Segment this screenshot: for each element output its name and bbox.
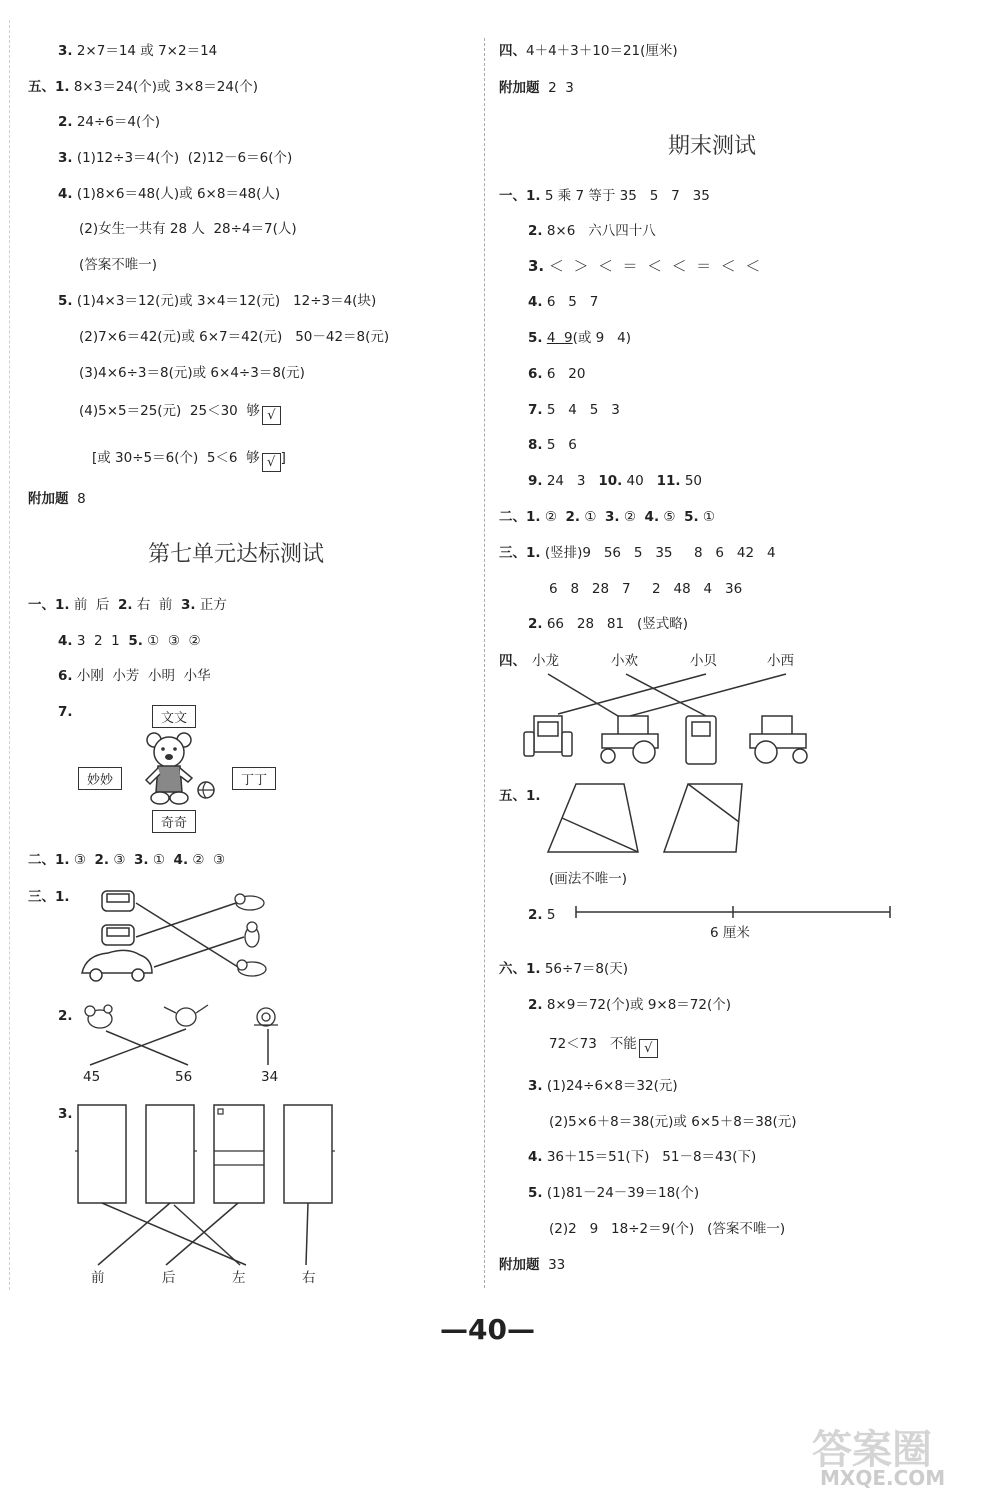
ruler-length-label: 6 厘米 — [710, 925, 750, 941]
answer-line: 2. 24÷6＝4(个) — [58, 114, 161, 130]
answer-line: 3. 2×7＝14 或 7×2＝14 — [58, 43, 218, 59]
bird-icon — [164, 1005, 208, 1026]
tractor-view-matching-diagram — [522, 672, 842, 772]
answer-line: 7. — [58, 704, 73, 720]
answer-line: (2)5×6＋8＝38(元)或 6×5＋8＝38(元) — [549, 1114, 797, 1130]
car-icon — [102, 891, 134, 911]
name-label: 小西 — [767, 653, 794, 669]
column-divider — [484, 38, 485, 1288]
cabinet-icon — [284, 1105, 332, 1203]
answer-line: 4. 6 5 7 — [528, 294, 599, 310]
number-label: 56 — [175, 1069, 193, 1085]
answer-line: (4)5×5＝25(元) 25＜30 够 √ — [79, 402, 281, 425]
check-box: √ — [262, 453, 281, 472]
answer-line: 2. 66 28 81 (竖式略) — [528, 616, 689, 632]
answer-line: 2. — [58, 1008, 73, 1024]
check-box: √ — [262, 406, 281, 425]
animal-number-matching-diagram — [78, 1003, 288, 1071]
cabinet-icon — [146, 1105, 194, 1203]
mouse-icon — [85, 1005, 112, 1028]
answer-line: 9. 24 3 10. 40 11. 50 — [528, 473, 703, 489]
answer-line: 3. — [58, 1106, 73, 1122]
answer-line: 72＜73 不能 √ — [549, 1035, 658, 1058]
answer-line: 5. (1)81－24－39＝18(个) — [528, 1185, 700, 1201]
watermark-url: MXQE.COM — [820, 1466, 946, 1490]
car-animal-matching-diagram — [80, 885, 280, 985]
answer-line: (3)4×6÷3＝8(元)或 6×4÷3＝8(元) — [79, 365, 305, 381]
answer-line: (画法不唯一) — [549, 871, 628, 887]
answer-line: 7. 5 4 5 3 — [528, 402, 620, 418]
answer-line: 三、1. (竖排)9 56 5 35 8 6 42 4 — [499, 545, 776, 561]
answer-line: 三、1. — [28, 889, 70, 905]
answer-line: 二、1. ③ 2. ③ 3. ① 4. ② ③ — [28, 852, 226, 868]
answer-line: 4. 36＋15＝51(下) 51－8＝43(下) — [528, 1149, 757, 1165]
answer-line: 3. (1)24÷6×8＝32(元) — [528, 1078, 678, 1094]
answer-line: 8. 5 6 — [528, 437, 577, 453]
cat-icon — [245, 922, 259, 947]
answer-line: 附加题 2 3 — [499, 80, 574, 96]
direction-label: 后 — [162, 1270, 176, 1286]
answer-line: 四、 — [499, 653, 526, 669]
cat-icon — [235, 894, 264, 910]
watermark: 答案圈 — [812, 1427, 932, 1473]
answer-line: 五、1. — [499, 788, 541, 804]
tractor-side-icon — [601, 716, 658, 763]
direction-label: 右 — [302, 1270, 316, 1286]
direction-label: 左 — [232, 1270, 246, 1286]
name-label: 小龙 — [532, 653, 559, 669]
cabinet-direction-diagram — [74, 1103, 344, 1273]
answer-line: 3. (1)12÷3＝4(个) (2)12－6＝6(个) — [58, 150, 293, 166]
answer-line: 附加题 8 — [28, 491, 86, 507]
trapezoid-division-diagram — [546, 782, 756, 854]
cat-icon — [237, 960, 266, 976]
line-segment-drawing — [574, 902, 894, 922]
direction-label: 前 — [91, 1270, 105, 1286]
answer-line: (答案不唯一) — [79, 257, 158, 273]
label-box-top: 文文 — [152, 705, 196, 728]
answer-line: 6. 小刚 小芳 小明 小华 — [58, 668, 211, 684]
number-label: 34 — [261, 1069, 279, 1085]
answer-line: 二、1. ② 2. ① 3. ② 4. ⑤ 5. ① — [499, 509, 715, 525]
section-title: 期末测试 — [668, 134, 757, 159]
answer-line: 一、1. 前 后 2. 右 前 3. 正方 — [28, 597, 227, 613]
answer-line: 六、1. 56÷7＝8(天) — [499, 961, 629, 977]
label-box-right: 丁丁 — [232, 767, 276, 790]
tractor-front-icon — [524, 716, 572, 756]
answer-line: 6. 6 20 — [528, 366, 586, 382]
answer-line: 2. 8×6 六八四十八 — [528, 223, 656, 239]
tractor-side-icon — [750, 716, 807, 763]
answer-line: 五、1. 8×3＝24(个)或 3×8＝24(个) — [28, 79, 259, 95]
answer-line: 5. 4 9(或 9 4) — [528, 330, 631, 346]
name-label: 小欢 — [611, 653, 638, 669]
answer-line: 2. 5 — [528, 907, 556, 923]
label-box-left: 妙妙 — [78, 767, 122, 790]
answer-line: 四、4＋4＋3＋10＝21(厘米) — [499, 43, 678, 59]
cabinet-icon — [214, 1105, 264, 1203]
answer-line: 2. 8×9＝72(个)或 9×8＝72(个) — [528, 997, 732, 1013]
answer-line: 一、1. 5 乘 7 等于 35 5 7 35 — [499, 188, 710, 204]
page-number: —40— — [440, 1313, 535, 1346]
left-margin-rule — [9, 20, 10, 1290]
answer-line: 4. (1)8×6＝48(人)或 6×8＝48(人) — [58, 186, 281, 202]
answer-line: 4. 3 2 1 5. ① ③ ② — [58, 633, 201, 649]
answer-line: (2)7×6＝42(元)或 6×7＝42(元) 50－42＝8(元) — [79, 329, 390, 345]
answer-line: 5. (1)4×3＝12(元)或 3×4＝12(元) 12÷3＝4(块) — [58, 293, 377, 309]
answer-line: 3. ＜ ＞ ＜ ＝ ＜ ＜ ＝ ＜ ＜ — [528, 257, 761, 275]
number-label: 45 — [83, 1069, 101, 1085]
name-label: 小贝 — [690, 653, 717, 669]
label-box-bottom: 奇奇 — [152, 810, 196, 833]
teddy-bear-icon — [140, 730, 220, 808]
tractor-back-icon — [686, 716, 716, 764]
snail-icon — [254, 1008, 278, 1026]
check-box: √ — [639, 1039, 658, 1058]
car-icon — [82, 950, 152, 981]
answer-line: [或 30÷5＝6(个) 5＜6 够 √ ] — [92, 450, 286, 470]
cabinet-icon — [78, 1105, 126, 1203]
answer-line: 附加题 33 — [499, 1257, 566, 1273]
section-title: 第七单元达标测试 — [148, 542, 325, 567]
car-icon — [102, 925, 134, 945]
answer-line: (2)2 9 18÷2＝9(个) (答案不唯一) — [549, 1221, 786, 1237]
answer-line: 6 8 28 7 2 48 4 36 — [549, 581, 743, 597]
answer-line: (2)女生一共有 28 人 28÷4＝7(人) — [79, 221, 297, 237]
